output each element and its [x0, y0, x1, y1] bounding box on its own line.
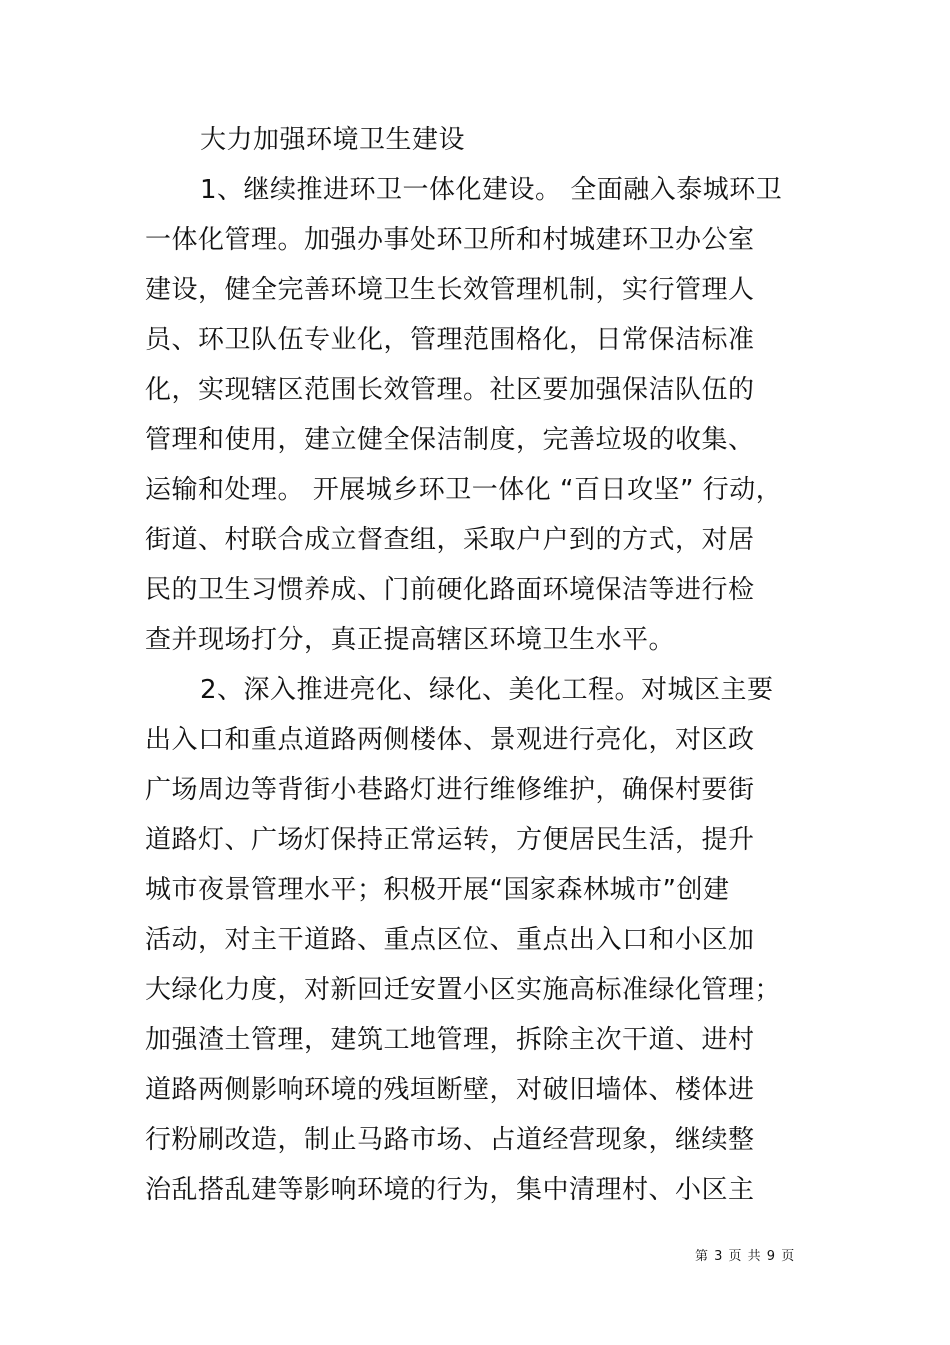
paragraph-line: 城市夜景管理水平；积极开展“国家森林城市”创建: [145, 875, 730, 905]
paragraph-line: 建设，健全完善环境卫生长效管理机制，实行管理人: [145, 275, 755, 305]
paragraph-line: 加强渣土管理，建筑工地管理，拆除主次干道、进村: [145, 1025, 755, 1055]
paragraph-line: 民的卫生习惯养成、门前硬化路面环境保洁等进行检: [145, 575, 755, 605]
paragraph-line: 大绿化力度，对新回迁安置小区实施高标准绿化管理；: [145, 975, 782, 1005]
paragraph-line: 广场周边等背街小巷路灯进行维修维护，确保村要街: [145, 775, 755, 805]
section-heading: 大力加强环境卫生建设: [200, 125, 466, 155]
paragraph-line: 查并现场打分，真正提高辖区环境卫生水平。: [145, 625, 676, 655]
paragraph-line: 道路灯、广场灯保持正常运转，方便居民生活，提升: [145, 825, 755, 855]
page-number-footer: 第 3 页 共 9 页: [695, 1249, 796, 1264]
paragraph-line: 1、继续推进环卫一体化建设。 全面融入泰城环卫: [200, 175, 783, 205]
paragraph-line: 一体化管理。加强办事处环卫所和村城建环卫办公室: [145, 225, 755, 255]
paragraph-line: 行粉刷改造，制止马路市场、占道经营现象，继续整: [145, 1125, 755, 1155]
paragraph-line: 街道、村联合成立督查组，采取户户到的方式，对居: [145, 525, 755, 555]
paragraph-line: 运输和处理。 开展城乡环卫一体化 “百日攻坚” 行动，: [145, 475, 783, 505]
paragraph-line: 治乱搭乱建等影响环境的行为，集中清理村、小区主: [145, 1175, 755, 1205]
paragraph-line: 活动，对主干道路、重点区位、重点出入口和小区加: [145, 925, 755, 955]
paragraph-line: 管理和使用，建立健全保洁制度，完善垃圾的收集、: [145, 425, 755, 455]
paragraph-line: 出入口和重点道路两侧楼体、景观进行亮化，对区政: [145, 725, 755, 755]
paragraph-line: 2、深入推进亮化、绿化、美化工程。对城区主要: [200, 675, 774, 705]
paragraph-line: 化，实现辖区范围长效管理。社区要加强保洁队伍的: [145, 375, 755, 405]
paragraph-line: 员、环卫队伍专业化，管理范围格化，日常保洁标准: [145, 325, 755, 355]
paragraph-line: 道路两侧影响环境的残垣断壁，对破旧墙体、楼体进: [145, 1075, 755, 1105]
